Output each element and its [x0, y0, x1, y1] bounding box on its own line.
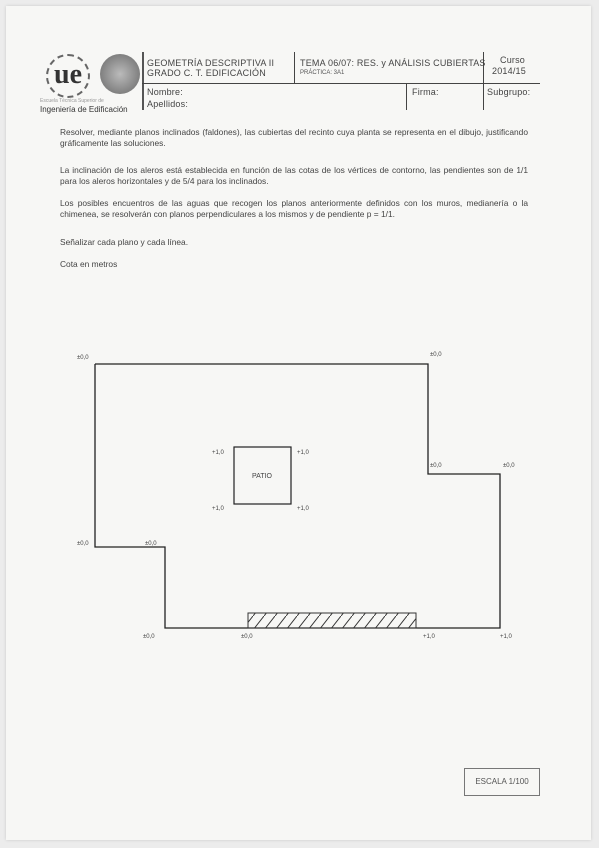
instruction-paragraph-1: Resolver, mediante planos inclinados (faldones), las cubiertas del recinto cuya planta se representa en el dibujo, justificando gráficamente las soluciones.: [60, 127, 528, 148]
elev-top-left: ±0,0: [77, 355, 89, 361]
elev-bottom-right-outer: +1,0: [500, 634, 512, 640]
building-outline: [95, 364, 500, 628]
school-name: Ingeniería de Edificación: [40, 105, 128, 114]
elev-top-right: ±0,0: [430, 352, 442, 358]
chimney-hatch: [248, 613, 416, 628]
topic-title: TEMA 06/07: RES. y ANÁLISIS CUBIERTAS: [300, 58, 486, 68]
practice-number: PRÁCTICA: 3A1: [300, 70, 345, 76]
patio-label: PATIO: [252, 473, 272, 480]
instruction-paragraph-3: Los posibles encuentros de las aguas que recogen los planos anteriormente definidos con los muros, medianería o la chimenea, se resolverán con planos perpendiculares a los mismos y de pendiente p = 1/1.: [60, 198, 528, 219]
school-small-label: Escuela Técnica Superior de: [40, 98, 104, 104]
elev-step-inner: ±0,0: [430, 463, 442, 469]
name-field-label: Nombre:: [147, 87, 183, 97]
surname-field-label: Apellidos:: [147, 99, 189, 109]
elev-bottom-left: ±0,0: [143, 634, 155, 640]
units-note: Cota en metros: [60, 259, 118, 269]
elev-patio-br: +1,0: [297, 506, 309, 512]
elev-patio-tr: +1,0: [297, 450, 309, 456]
subgroup-field-label: Subgrupo:: [487, 87, 531, 97]
signature-field-label: Firma:: [412, 87, 439, 97]
scale-indicator: ESCALA 1/100: [464, 768, 540, 796]
elev-bottom-mid: ±0,0: [241, 634, 253, 640]
instruction-paragraph-4: Señalizar cada plano y cada línea.: [60, 237, 189, 247]
university-logo: ue: [54, 59, 82, 90]
course-degree: GRADO C. T. EDIFICACIÓN: [147, 68, 266, 78]
elev-step-outer: ±0,0: [503, 463, 515, 469]
year-label: Curso: [500, 55, 526, 65]
year-value: 2014/15: [492, 66, 526, 76]
instruction-paragraph-2: La inclinación de los aleros está establecida en función de las cotas de los vértices de contorno, las pendientes son de 1/1 para los aleros horizontales y de 5/4 para los inclinados.: [60, 165, 528, 186]
elev-left-outer: ±0,0: [77, 541, 89, 547]
elev-patio-tl: +1,0: [212, 450, 224, 456]
elev-bottom-right-inner: +1,0: [423, 634, 435, 640]
elev-patio-bl: +1,0: [212, 506, 224, 512]
elev-left-inner: ±0,0: [145, 541, 157, 547]
course-title: GEOMETRÍA DESCRIPTIVA II: [147, 58, 275, 68]
